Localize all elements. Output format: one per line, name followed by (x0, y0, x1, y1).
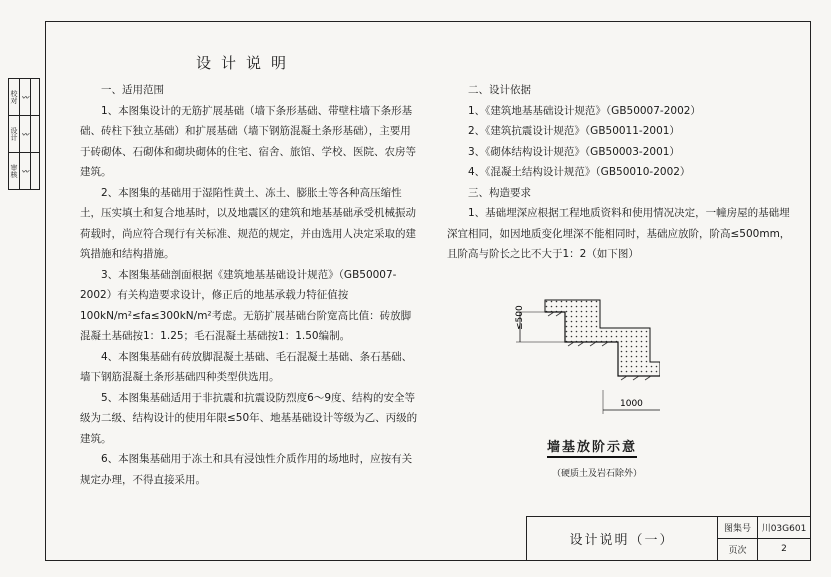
title-block (526, 516, 811, 561)
reference-item: 3、《砌体结构设计规范》（GB50003-2001） (468, 145, 680, 158)
sidebar-cell (31, 116, 39, 153)
concrete-step-fill (545, 300, 660, 376)
paragraph: 2、本图集的基础用于湿陷性黄土、冻土、膨胀土等各种高压缩性土，压实填土和复合地基时，以及地震区的建筑和地基基础承受机械振动荷载时，尚应符合现行有关标准、规范的规定，并由选用人决定采取的建筑措施和结构措施。 (80, 186, 416, 260)
drawing-name: 设计说明（一） (527, 517, 718, 560)
section-heading: 二、设计依据 (468, 84, 531, 96)
title-block-grid (718, 517, 810, 560)
paragraph: 1、本图集设计的无筋扩展基础（墙下条形基础、带壁柱墙下条形基础、砖柱下独立基础）和扩展基础（墙下钢筋混凝土条形基础），主要用于砖砌体、石砌体和砌块砌体的住宅、宿舍、旅馆、学校、医院、农房等建筑。 (80, 104, 416, 178)
sidebar-col-signatures (20, 79, 31, 189)
sidebar-cell (31, 79, 39, 116)
paragraph: 4、本图集基础有砖放脚混凝土基础、毛石混凝土基础、条石基础、墙下钢筋混凝土条形基础四种类型供选用。 (80, 350, 413, 383)
section-heading: 三、构造要求 (468, 186, 531, 199)
signature-sidebar (8, 78, 40, 190)
sidebar-cell: 校对 (9, 79, 19, 116)
reference-item: 4、《混凝土结构设计规范》（GB50010-2002） (468, 166, 691, 178)
sidebar-cell: 设计 (9, 116, 19, 153)
reference-item: 2、《建筑抗震设计规范》（GB50011-2001） (468, 125, 680, 137)
section-heading: 一、适用范围 (101, 84, 164, 96)
diagram-caption: 墙基放阶示意 (547, 436, 637, 458)
left-column (80, 80, 420, 490)
atlas-number: 川03G601 (758, 517, 810, 539)
signature: 〰 (20, 79, 30, 116)
diagram-subcaption: （硬质土及岩石除外） (552, 469, 643, 479)
atlas-label: 图集号 (718, 517, 758, 539)
page-label: 页次 (718, 539, 758, 561)
height-dimension-label: ≤500 (515, 305, 525, 330)
page-number: 2 (781, 544, 787, 555)
reference-item: 1、《建筑地基基础设计规范》（GB50007-2002） (468, 104, 701, 117)
step-foundation-diagram (500, 290, 660, 420)
sidebar-cell: 审核 (10, 164, 18, 178)
page-title: 设计说明 (196, 54, 297, 72)
signature: 〰 (20, 116, 30, 153)
sidebar-col-extra (31, 79, 39, 189)
sidebar-cell (31, 153, 39, 189)
paragraph: 5、本图集基础适用于非抗震和抗震设防烈度6～9度、结构的安全等级为二级、结构设计的使用年限≤50年、地基基础设计等级为乙、丙级的建筑。 (80, 391, 418, 445)
paragraph: 3、本图集基础剖面根据《建筑地基基础设计规范》（GB50007-2002）有关构造要求设计，修正后的地基承载力特征值按100kN/m²≤fa≤300kN/m²考虑。无筋扩展基础台阶宽高比值：砖放脚混凝土基础按1：1.25；毛石混凝土基础按1：1.50编制。 (80, 268, 412, 342)
paragraph: 6、本图集基础用于冻土和具有浸蚀性介质作用的场地时，应按有关规定办理，不得直接采用。 (80, 453, 413, 486)
paragraph: 1、基础埋深应根据工程地质资料和使用情况决定，一幢房屋的基础埋深宜相同，如因地质变化埋深不能相同时，基础应放阶，阶高≤500mm，且阶高与阶长之比不大于1：2（如下图） (447, 207, 791, 260)
right-column (447, 80, 792, 265)
signature: 〰 (21, 167, 29, 175)
length-dimension-label: 1000 (620, 399, 643, 409)
sidebar-col-labels (9, 79, 20, 189)
